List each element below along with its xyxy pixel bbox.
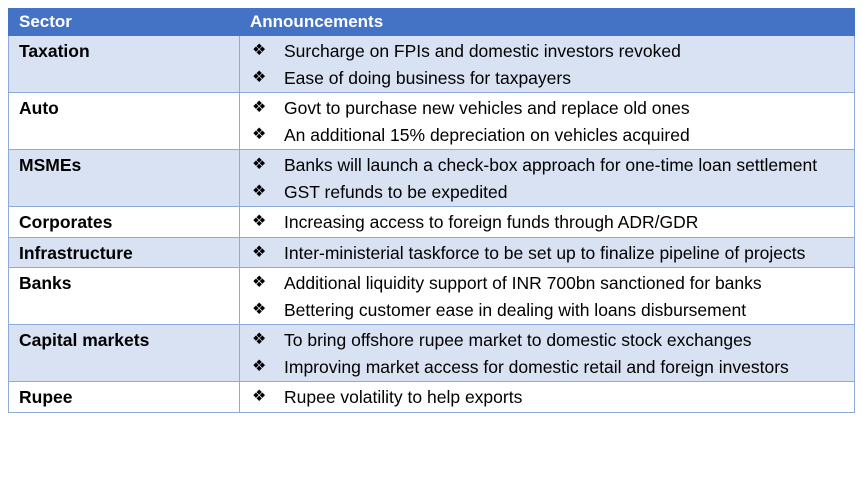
sector-cell: Banks [9,268,240,325]
announcement-list [252,209,844,236]
announcements-column-header: Announcements [240,9,855,36]
announcements-cell [240,93,855,150]
announcements-cell [240,382,855,413]
table-row [9,237,855,268]
announcement-list [252,384,844,411]
diamond-bullet-icon: ❖ [252,331,267,348]
table-row [9,268,855,325]
announcement-text: Govt to purchase new vehicles and replace old ones [284,98,690,118]
announcement-text: Ease of doing business for taxpayers [284,67,571,88]
announcement-item [252,384,844,411]
announcement-text: Inter-ministerial taskforce to be set up to finalize pipeline of projects [284,242,806,263]
announcement-list [252,95,844,148]
sector-cell: Taxation [9,36,240,93]
announcement-text: GST refunds to be expedited [284,181,508,202]
diamond-bullet-icon: ❖ [252,274,267,291]
announcement-item [252,297,844,324]
table-row [9,36,855,93]
announcement-item [252,95,844,122]
sector-column-header: Sector [9,9,240,36]
announcement-text: Rupee volatility to help exports [284,387,523,407]
announcements-cell [240,150,855,207]
diamond-bullet-icon: ❖ [252,388,267,405]
table-row [9,382,855,413]
announcement-list [252,152,844,205]
sector-cell: Corporates [9,207,240,238]
announcement-item [252,354,844,381]
announcements-cell [240,325,855,382]
table-row [9,93,855,150]
announcement-item [252,327,844,354]
announcement-text: Bettering customer ease in dealing with loans disbursement [284,299,747,320]
announcement-item [252,152,844,179]
announcement-item [252,209,844,236]
table-row [9,325,855,382]
announcement-item [252,270,844,297]
table-row [9,207,855,238]
announcement-item [252,65,844,92]
announcement-item [252,240,844,267]
announcements-table-container [8,8,854,413]
table-header-row [9,9,855,36]
table-body [9,36,855,413]
diamond-bullet-icon: ❖ [252,156,267,173]
diamond-bullet-icon: ❖ [252,125,267,143]
announcement-text: Surcharge on FPIs and domestic investors revoked [284,41,681,61]
diamond-bullet-icon: ❖ [252,243,267,261]
sector-cell: Rupee [9,382,240,413]
announcement-text: To bring offshore rupee market to domestic stock exchanges [284,330,752,350]
announcement-list [252,270,844,323]
announcement-text: Banks will launch a check-box approach for one-time loan settlement [284,155,818,175]
announcements-cell [240,237,855,268]
announcement-list [252,327,844,380]
announcement-list [252,240,844,267]
sector-cell: Auto [9,93,240,150]
announcement-text: An additional 15% depreciation on vehicles acquired [284,124,690,145]
announcement-item [252,38,844,65]
sector-cell: Infrastructure [9,237,240,268]
announcements-cell [240,207,855,238]
announcement-text: Increasing access to foreign funds through ADR/GDR [284,212,699,232]
announcement-text: Additional liquidity support of INR 700bn sanctioned for banks [284,273,762,293]
announcement-item [252,179,844,206]
diamond-bullet-icon: ❖ [252,213,267,230]
diamond-bullet-icon: ❖ [252,68,267,86]
announcement-item [252,122,844,149]
diamond-bullet-icon: ❖ [252,42,267,59]
diamond-bullet-icon: ❖ [252,357,267,375]
sector-cell: Capital markets [9,325,240,382]
announcement-list [252,38,844,91]
sector-cell: MSMEs [9,150,240,207]
diamond-bullet-icon: ❖ [252,300,267,318]
diamond-bullet-icon: ❖ [252,182,267,200]
announcements-cell [240,268,855,325]
table-row [9,150,855,207]
announcements-cell [240,36,855,93]
announcements-table [8,8,855,413]
diamond-bullet-icon: ❖ [252,99,267,116]
announcement-text: Improving market access for domestic retail and foreign investors [284,356,789,377]
